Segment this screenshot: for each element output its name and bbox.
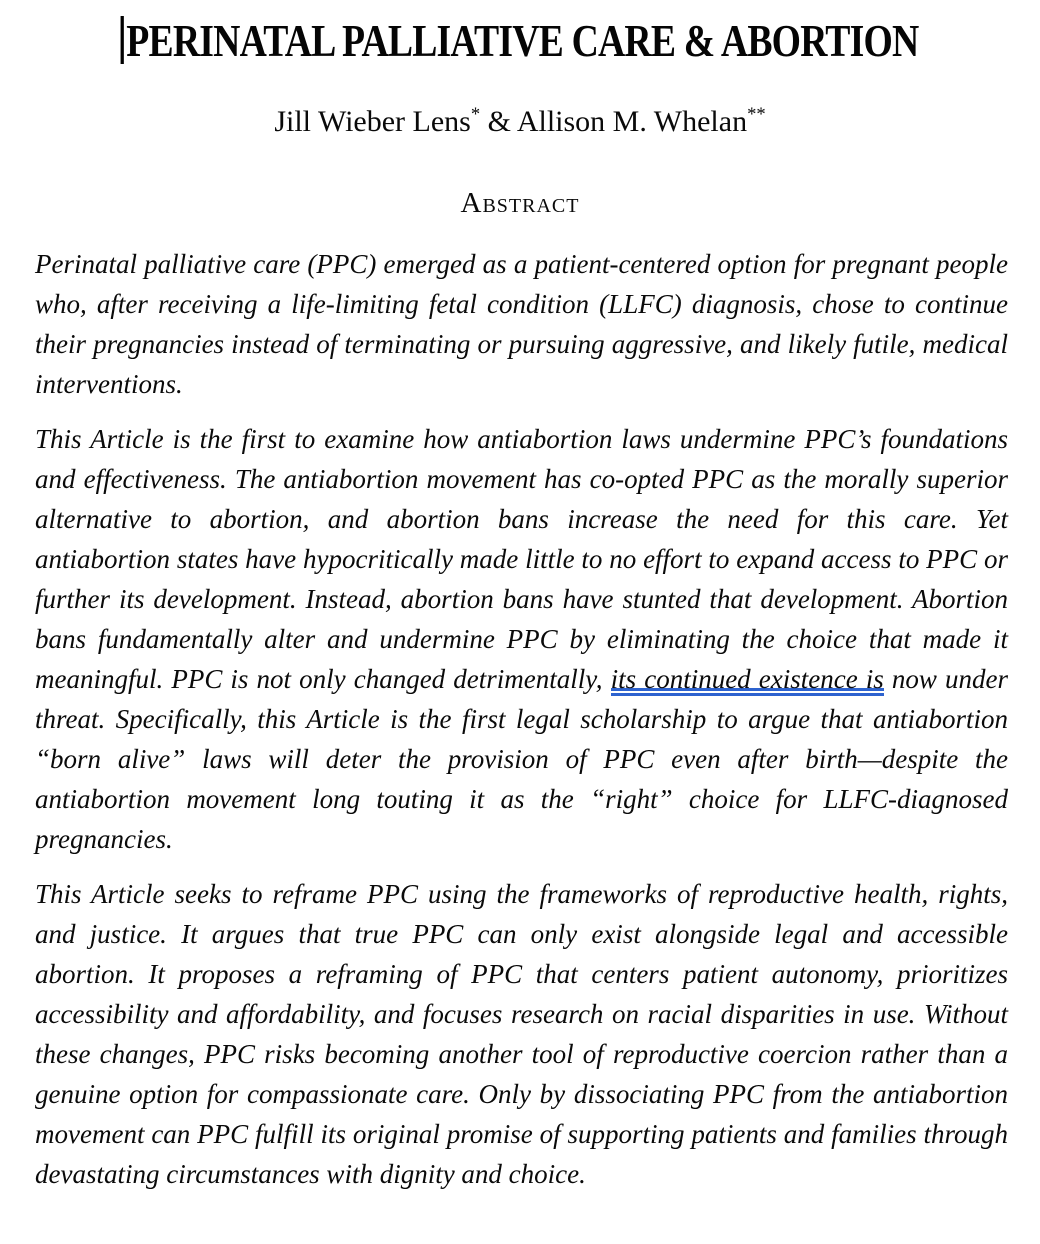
author-name-1: Jill Wieber Lens [274,105,471,138]
abstract-paragraph-2-start: This Article is the first to examine how antiabortion laws undermine PPC’s foundations and effectiveness. The antiabortion movement has co-opted PPC as the morally superior alternative to abortion, and abortion bans increase the need for this care. Yet antiabortion states have hypocritically made little to no effort to expand access to PPC or further its development. Instead, abortion bans have stunted that development. Abortion bans fundamentally alter and undermine PPC by eliminating the choice that made it meaningful. PPC is not only changed detrimentally, [35,424,1008,694]
abstract-body [35,244,1008,1194]
abstract-paragraph-3: This Article seeks to reframe PPC using the frameworks of reproductive health, rights, and justice. It argues that true PPC can only exist alongside legal and accessible abortion. It proposes a reframing of PPC that centers patient autonomy, prioritizes accessibility and affordability, and focuses research on racial disparities in use. Without these changes, PPC risks becoming another tool of reproductive coercion rather than a genuine option for compassionate care. Only by dissociating PPC from the antiabortion movement can PPC fulfill its original promise of supporting patients and families through devastating circumstances with dignity and choice. [35,879,1008,1189]
abstract-heading: Abstract [460,187,580,219]
text-cursor-caret [121,16,124,64]
authors-separator: & [480,105,517,138]
article-title-text: PERINATAL PALLIATIVE CARE & ABORTION [126,15,919,66]
abstract-paragraph-2 [35,419,1008,859]
grammar-flagged-phrase[interactable]: its continued existence is [610,664,884,694]
author-footnote-marker-1: * [470,104,481,125]
article-title [121,14,919,67]
author-footnote-marker-2: ** [747,104,766,125]
article-title-row [0,14,1040,67]
abstract-paragraph-1: Perinatal palliative care (PPC) emerged as a patient-centered option for pregnant people who, after receiving a life-limiting fetal condition (LLFC) diagnosis, chose to continue their pregnancies instead of terminating or pursuing aggressive, and likely futile, medical interventions. [35,249,1008,399]
authors-line [0,105,1040,139]
author-name-2: Allison M. Whelan [516,105,748,138]
abstract-paragraph-2-end: now under threat. Specifically, this Article is the first legal scholarship to argue that antiabortion “born alive” laws will deter the provision of PPC even after birth—despite the antiabortion movement long touting it as the “right” choice for LLFC-diagnosed pregnancies. [35,664,1009,854]
